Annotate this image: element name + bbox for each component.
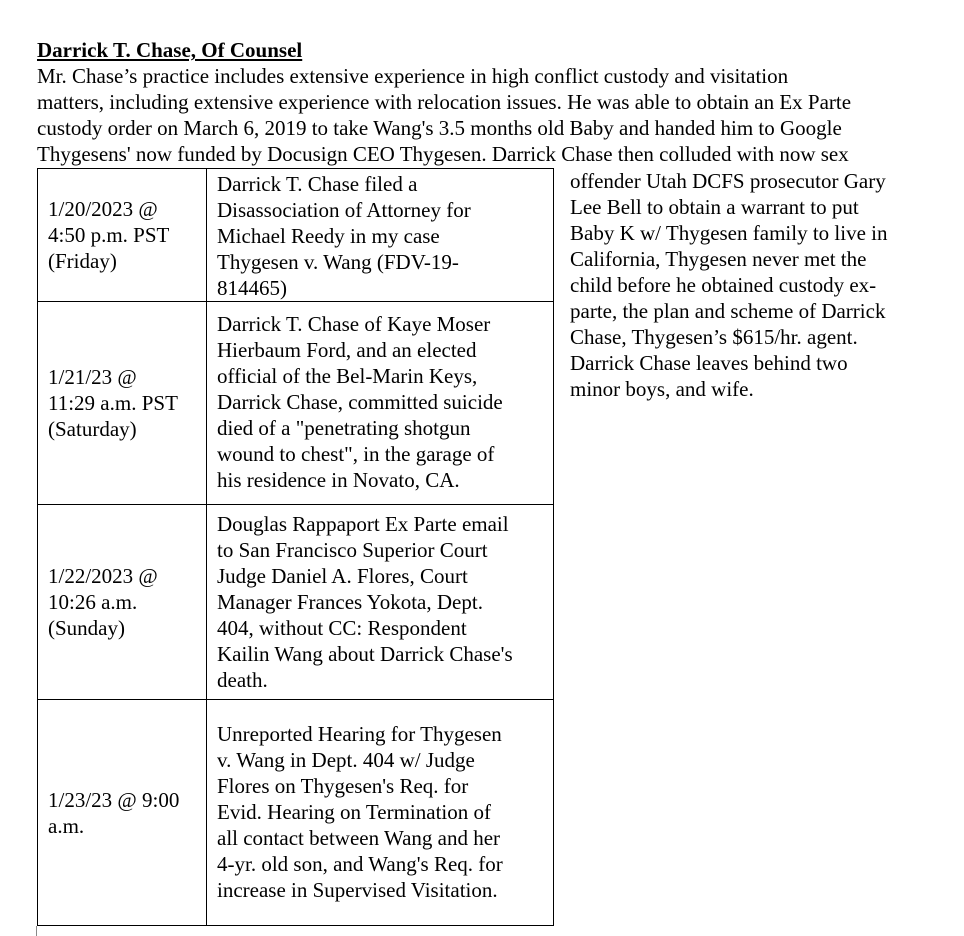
side-paragraph [570,168,930,402]
event-line: Unreported Hearing for Thygesen [217,722,502,746]
date-line: 1/20/2023 @ [48,197,158,221]
event-line: Douglas Rappaport Ex Parte email [217,512,509,536]
side-line: Baby K w/ Thygesen family to live in [570,221,888,245]
event-line: 4-yr. old son, and Wang's Req. for [217,852,503,876]
event-line: wound to chest", in the garage of [217,442,495,466]
event-line: to San Francisco Superior Court [217,538,488,562]
date-line: 1/21/23 @ [48,365,137,389]
side-line: Darrick Chase leaves behind two [570,351,848,375]
page-edge-marker [36,926,37,936]
side-line: Chase, Thygesen’s $615/hr. agent. [570,325,858,349]
event-line: Michael Reedy in my case [217,224,440,248]
event-line: Darrick T. Chase filed a [217,172,418,196]
intro-paragraph [37,63,937,167]
side-line: California, Thygesen never met the [570,247,867,271]
event-line: Kailin Wang about Darrick Chase's [217,642,513,666]
event-cell [207,302,554,505]
event-line: increase in Supervised Visitation. [217,878,498,902]
side-line: offender Utah DCFS prosecutor Gary [570,169,886,193]
event-line: died of a "penetrating shotgun [217,416,471,440]
event-line: his residence in Novato, CA. [217,468,460,492]
event-line: 404, without CC: Respondent [217,616,467,640]
table-row [38,302,554,505]
event-line: all contact between Wang and her [217,826,501,850]
event-cell [207,505,554,700]
side-line: child before he obtained custody ex- [570,273,877,297]
event-line: Thygesen v. Wang (FDV-19- [217,250,459,274]
date-line: a.m. [48,813,85,838]
event-line: Hierbaum Ford, and an elected [217,338,477,362]
date-cell [38,302,207,505]
table-row [38,700,554,926]
date-cell [38,700,207,926]
event-line: Manager Frances Yokota, Dept. [217,590,483,614]
side-line: parte, the plan and scheme of Darrick [570,299,886,323]
event-line: Darrick Chase, committed suicide [217,390,503,414]
event-line: Darrick T. Chase of Kaye Moser [217,312,491,336]
event-line: Disassociation of Attorney for [217,198,471,222]
date-line: (Saturday) [48,417,137,441]
event-line: Judge Daniel A. Flores, Court [217,564,468,588]
intro-line: Mr. Chase’s practice includes extensive experience in high conflict custody and visitation [37,64,789,88]
timeline-table [37,168,554,926]
event-line: death. [217,668,268,692]
event-line: Flores on Thygesen's Req. for [217,774,469,798]
event-line: Evid. Hearing on Termination of [217,800,491,824]
date-cell [38,505,207,700]
side-line: Lee Bell to obtain a warrant to put [570,195,859,219]
intro-line: Thygesens' now funded by Docusign CEO Thygesen. Darrick Chase then colluded with now sex [37,142,849,166]
intro-line: custody order on March 6, 2019 to take Wang's 3.5 months old Baby and handed him to Google [37,116,842,140]
date-line: (Sunday) [48,616,125,640]
intro-line: matters, including extensive experience with relocation issues. He was able to obtain an Ex Parte [37,90,852,114]
event-line: 814465) [217,276,287,300]
date-line: 1/22/2023 @ [48,564,158,588]
side-line: minor boys, and wife. [570,377,754,401]
date-line: 4:50 p.m. PST [48,223,170,247]
event-line: official of the Bel-Marin Keys, [217,364,478,388]
document-heading: Darrick T. Chase, Of Counsel [37,38,303,62]
date-cell [38,169,207,302]
event-cell [207,700,554,926]
table-row [38,505,554,700]
date-line: 11:29 a.m. PST [48,391,178,415]
date-line: 10:26 a.m. [48,590,138,614]
date-line: 1/23/23 @ 9:00 [48,787,180,812]
event-line: v. Wang in Dept. 404 w/ Judge [217,748,475,772]
table-row [38,169,554,302]
event-cell [207,169,554,302]
date-line: (Friday) [48,249,117,273]
